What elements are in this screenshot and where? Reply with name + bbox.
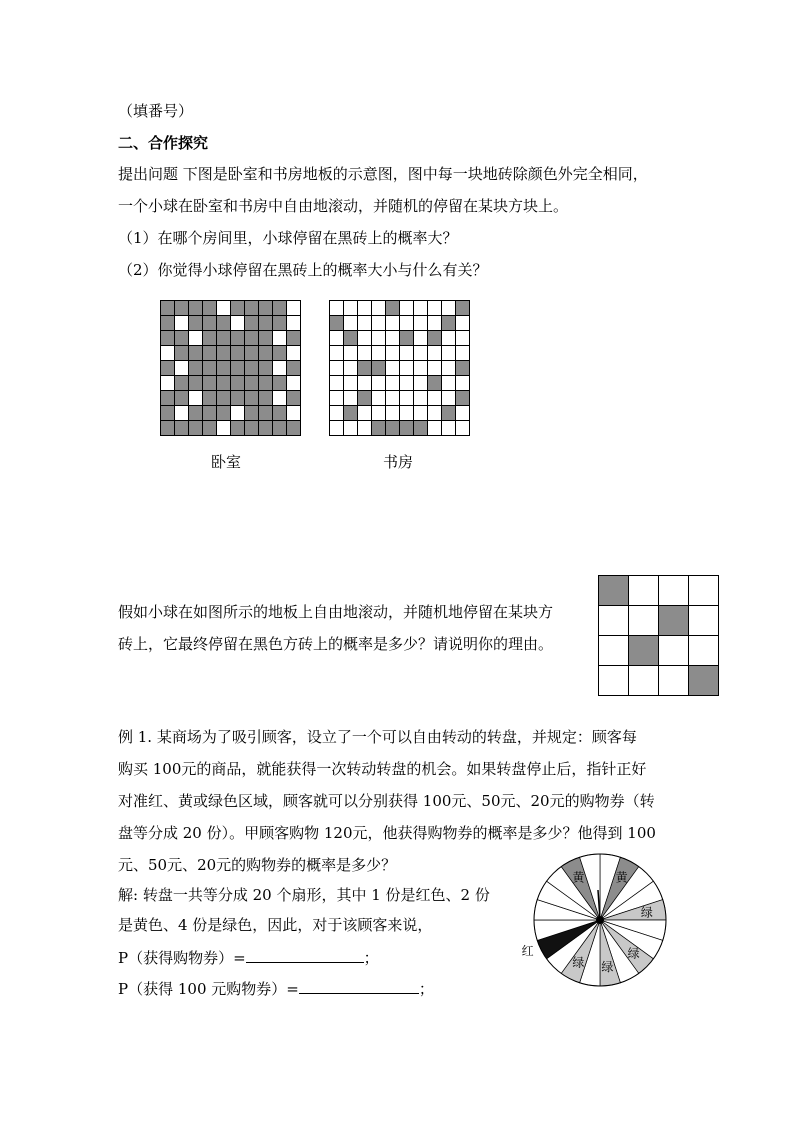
bedroom-tile [287, 391, 301, 406]
answer-line-1 [118, 946, 379, 968]
bedroom-tile [259, 331, 273, 346]
bedroom-tile [217, 376, 231, 391]
small-floor-tile [689, 576, 719, 606]
bedroom-tile [175, 316, 189, 331]
small-floor-tile [629, 666, 659, 696]
bedroom-floor-grid [160, 300, 301, 436]
bedroom-tile [189, 316, 203, 331]
bedroom-tile [231, 376, 245, 391]
small-floor-tile [629, 606, 659, 636]
spinner-label-green: 绿 [572, 955, 585, 970]
problem-line-1: 提出问题 下图是卧室和书房地板的示意图，图中每一块地砖除颜色外完全相同， [118, 165, 648, 183]
paragraph-line-2: 砖上，它最终停留在黑色方砖上的概率是多少？请说明你的理由。 [118, 635, 554, 653]
small-floor-tile [689, 666, 719, 696]
study-tile [456, 361, 470, 376]
small-floor-tile [629, 636, 659, 666]
study-tile [428, 391, 442, 406]
study-tile [400, 421, 414, 436]
study-tile [428, 331, 442, 346]
small-floor-tile [689, 636, 719, 666]
study-tile [386, 421, 400, 436]
study-tile [358, 406, 372, 421]
bedroom-tile [175, 346, 189, 361]
bedroom-tile [203, 376, 217, 391]
bedroom-tile [161, 331, 175, 346]
bedroom-tile [231, 316, 245, 331]
bedroom-tile [161, 421, 175, 436]
study-tile [442, 361, 456, 376]
bedroom-tile [245, 331, 259, 346]
small-floor-tile [659, 666, 689, 696]
study-tile [330, 316, 344, 331]
answer-end-1: ； [363, 949, 379, 967]
study-tile [330, 421, 344, 436]
bedroom-tile [273, 406, 287, 421]
study-tile [330, 346, 344, 361]
example-line-4: 盘等分成 20 份）。甲顾客购物 120元，他获得购物券的概率是多少？他得到 100 [118, 824, 656, 842]
study-tile [442, 376, 456, 391]
small-floor-tile [629, 576, 659, 606]
bedroom-tile [189, 346, 203, 361]
bedroom-tile [217, 421, 231, 436]
bedroom-tile [287, 301, 301, 316]
section-heading: 二、合作探究 [118, 134, 209, 152]
study-tile [386, 391, 400, 406]
example-line-2: 购买 100元的商品，就能获得一次转动转盘的机会。如果转盘停止后，指针正好 [118, 760, 647, 778]
study-tile [428, 421, 442, 436]
fill-number-note: （填番号） [118, 102, 194, 120]
spinner-label-red: 红 [521, 943, 534, 958]
solution-line-1: 解: 转盘一共等分成 20 个扇形，其中 1 份是红色、2 份 [118, 886, 490, 904]
study-tile [400, 346, 414, 361]
bedroom-tile [161, 346, 175, 361]
study-tile [414, 316, 428, 331]
bedroom-tile [245, 421, 259, 436]
study-tile [400, 376, 414, 391]
bedroom-tile [189, 421, 203, 436]
small-floor-tile [599, 636, 629, 666]
bedroom-tile [217, 391, 231, 406]
study-tile [372, 391, 386, 406]
bedroom-tile [175, 361, 189, 376]
bedroom-tile [259, 421, 273, 436]
bedroom-tile [231, 406, 245, 421]
study-caption: 书房 [383, 453, 414, 471]
study-tile [414, 406, 428, 421]
spinner-label-yellow: 黄 [572, 870, 585, 885]
bedroom-tile [175, 331, 189, 346]
bedroom-tile [161, 301, 175, 316]
bedroom-tile [231, 361, 245, 376]
study-tile [372, 361, 386, 376]
spinner-label-green: 绿 [627, 946, 640, 961]
study-tile [400, 391, 414, 406]
bedroom-tile [287, 361, 301, 376]
example-line-5: 元、50元、20元的购物券的概率是多少？ [118, 856, 397, 874]
example-line-1: 例 1. 某商场为了吸引顾客，设立了一个可以自由转动的转盘，并规定：顾客每 [118, 728, 637, 746]
study-tile [442, 346, 456, 361]
study-tile [330, 391, 344, 406]
bedroom-tile [217, 301, 231, 316]
study-tile [372, 421, 386, 436]
study-tile [358, 301, 372, 316]
study-tile [456, 406, 470, 421]
bedroom-tile [203, 361, 217, 376]
answer-blank-2[interactable] [299, 977, 419, 994]
study-tile [414, 376, 428, 391]
answer-end-2: ； [418, 980, 434, 998]
bedroom-tile [259, 391, 273, 406]
bedroom-tile [217, 406, 231, 421]
study-tile [456, 346, 470, 361]
bedroom-tile [259, 361, 273, 376]
bedroom-tile [231, 331, 245, 346]
study-tile [330, 301, 344, 316]
study-tile [386, 301, 400, 316]
bedroom-tile [259, 316, 273, 331]
bedroom-tile [231, 301, 245, 316]
problem-line-2: 一个小球在卧室和书房中自由地滚动，并随机的停留在某块方块上。 [118, 197, 569, 215]
study-tile [330, 331, 344, 346]
bedroom-tile [175, 421, 189, 436]
bedroom-tile [273, 346, 287, 361]
study-tile [414, 361, 428, 376]
bedroom-caption: 卧室 [211, 453, 242, 471]
study-tile [344, 361, 358, 376]
study-tile [400, 331, 414, 346]
small-floor-tile [659, 606, 689, 636]
bedroom-tile [287, 406, 301, 421]
study-tile [414, 421, 428, 436]
question-2: （2）你觉得小球停留在黑砖上的概率大小与什么有关？ [118, 261, 488, 279]
bedroom-tile [175, 406, 189, 421]
answer-line-2 [118, 977, 434, 999]
bedroom-tile [287, 421, 301, 436]
example-line-3: 对准红、黄或绿色区域，顾客就可以分别获得 100元、50元、20元的购物券（转 [118, 792, 655, 810]
small-floor-grid [598, 575, 719, 696]
study-tile [442, 331, 456, 346]
study-tile [344, 406, 358, 421]
bedroom-tile [203, 406, 217, 421]
bedroom-tile [245, 316, 259, 331]
bedroom-tile [273, 301, 287, 316]
study-tile [372, 376, 386, 391]
study-tile [414, 346, 428, 361]
study-tile [442, 421, 456, 436]
study-tile [456, 421, 470, 436]
bedroom-tile [217, 316, 231, 331]
bedroom-tile [273, 331, 287, 346]
question-1: （1）在哪个房间里，小球停留在黑砖上的概率大？ [118, 229, 458, 247]
bedroom-tile [203, 331, 217, 346]
study-tile [372, 316, 386, 331]
bedroom-tile [231, 391, 245, 406]
bedroom-tile [273, 376, 287, 391]
study-tile [428, 376, 442, 391]
study-tile [414, 301, 428, 316]
study-floor-grid [329, 300, 470, 436]
study-tile [442, 316, 456, 331]
study-tile [344, 376, 358, 391]
study-tile [358, 376, 372, 391]
study-tile [344, 421, 358, 436]
study-tile [442, 301, 456, 316]
study-tile [344, 331, 358, 346]
bedroom-tile [189, 301, 203, 316]
bedroom-tile [287, 316, 301, 331]
bedroom-tile [161, 406, 175, 421]
bedroom-tile [189, 406, 203, 421]
bedroom-tile [231, 346, 245, 361]
study-tile [400, 316, 414, 331]
bedroom-tile [245, 391, 259, 406]
bedroom-tile [203, 346, 217, 361]
study-tile [344, 391, 358, 406]
study-tile [386, 361, 400, 376]
study-tile [386, 331, 400, 346]
study-tile [428, 316, 442, 331]
bedroom-tile [217, 361, 231, 376]
bedroom-tile [273, 361, 287, 376]
bedroom-tile [203, 316, 217, 331]
paragraph-line-1: 假如小球在如图所示的地板上自由地滚动，并随机地停留在某块方 [118, 603, 554, 621]
bedroom-tile [189, 376, 203, 391]
small-floor-tile [659, 636, 689, 666]
bedroom-tile [175, 301, 189, 316]
study-tile [344, 301, 358, 316]
bedroom-tile [245, 301, 259, 316]
study-tile [442, 406, 456, 421]
bedroom-tile [273, 421, 287, 436]
answer-label-2: P（获得 100 元购物券）= [118, 980, 299, 998]
study-tile [358, 361, 372, 376]
study-tile [456, 331, 470, 346]
bedroom-tile [203, 391, 217, 406]
bedroom-tile [217, 331, 231, 346]
study-tile [428, 301, 442, 316]
bedroom-tile [175, 391, 189, 406]
study-tile [344, 316, 358, 331]
bedroom-tile [161, 391, 175, 406]
study-tile [386, 376, 400, 391]
bedroom-tile [259, 406, 273, 421]
study-tile [456, 301, 470, 316]
spinner-label-green: 绿 [640, 905, 653, 920]
study-tile [428, 346, 442, 361]
bedroom-tile [189, 331, 203, 346]
study-tile [428, 361, 442, 376]
bedroom-tile [231, 421, 245, 436]
bedroom-tile [189, 391, 203, 406]
study-tile [372, 331, 386, 346]
bedroom-tile [287, 376, 301, 391]
bedroom-tile [259, 301, 273, 316]
small-floor-tile [659, 576, 689, 606]
bedroom-tile [189, 361, 203, 376]
small-floor-tile [689, 606, 719, 636]
study-tile [330, 376, 344, 391]
study-tile [358, 346, 372, 361]
bedroom-tile [217, 346, 231, 361]
study-tile [344, 346, 358, 361]
bedroom-tile [245, 361, 259, 376]
spinner-wheel [521, 852, 668, 988]
small-floor-tile [599, 576, 629, 606]
study-tile [456, 391, 470, 406]
small-floor-tile [599, 666, 629, 696]
spinner-label-green: 绿 [601, 959, 614, 974]
study-tile [414, 331, 428, 346]
study-tile [372, 301, 386, 316]
bedroom-tile [273, 391, 287, 406]
bedroom-tile [203, 421, 217, 436]
answer-blank-1[interactable] [246, 946, 364, 963]
study-tile [428, 406, 442, 421]
bedroom-tile [161, 361, 175, 376]
bedroom-tile [287, 346, 301, 361]
study-tile [386, 406, 400, 421]
bedroom-tile [161, 316, 175, 331]
study-tile [386, 316, 400, 331]
bedroom-tile [175, 376, 189, 391]
study-tile [358, 316, 372, 331]
study-tile [358, 421, 372, 436]
small-floor-tile [599, 606, 629, 636]
bedroom-tile [245, 346, 259, 361]
bedroom-tile [161, 376, 175, 391]
study-tile [372, 406, 386, 421]
study-tile [330, 406, 344, 421]
bedroom-tile [259, 376, 273, 391]
study-tile [400, 406, 414, 421]
solution-line-2: 是黄色、4 份是绿色，因此，对于该顾客来说， [118, 916, 433, 934]
study-tile [372, 346, 386, 361]
study-tile [358, 391, 372, 406]
bedroom-tile [203, 301, 217, 316]
study-tile [456, 376, 470, 391]
study-tile [386, 346, 400, 361]
spinner-label-yellow: 黄 [615, 870, 628, 885]
bedroom-tile [259, 346, 273, 361]
study-tile [456, 316, 470, 331]
study-tile [330, 361, 344, 376]
study-tile [414, 391, 428, 406]
study-tile [400, 361, 414, 376]
bedroom-tile [273, 316, 287, 331]
study-tile [400, 301, 414, 316]
bedroom-tile [287, 331, 301, 346]
answer-label-1: P（获得购物券）= [118, 949, 246, 967]
bedroom-tile [245, 406, 259, 421]
bedroom-tile [245, 376, 259, 391]
study-tile [358, 331, 372, 346]
study-tile [442, 391, 456, 406]
